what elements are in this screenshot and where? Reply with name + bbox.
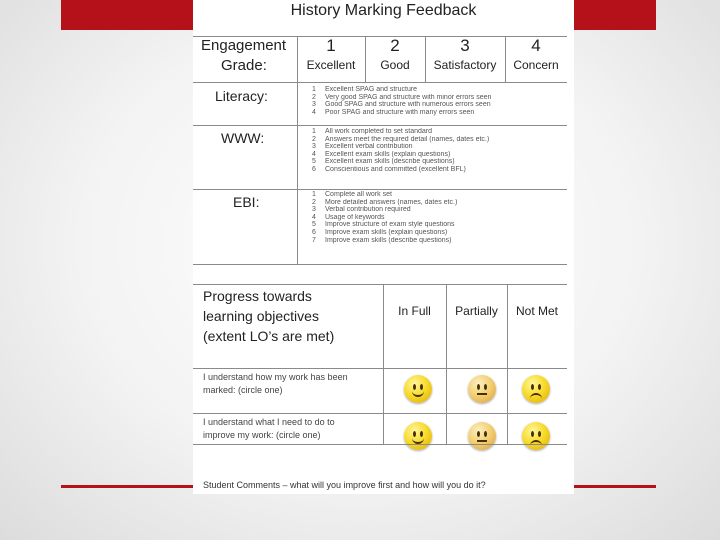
progress-heading: (extent LO’s are met) [203, 328, 335, 344]
list-item: 2 More detailed answers (names, dates etc.) [312, 198, 458, 206]
column-header-not-met: Not Met [515, 304, 558, 318]
student-comments-prompt: Student Comments – what will you improve first and how will you do it? [203, 480, 486, 490]
ebi-label: EBI: [233, 194, 260, 210]
column-divider [297, 82, 298, 264]
list-item: 4 Usage of keywords [312, 213, 385, 221]
grade-number: 2 [390, 36, 400, 55]
page-title: History Marking Feedback [290, 2, 477, 19]
list-item: 1 Complete all work set [312, 191, 392, 198]
column-header-partially: Partially [455, 304, 498, 318]
grade-name: Excellent [306, 58, 356, 72]
literacy-label: Literacy: [215, 88, 268, 104]
list-item: 5 Improve structure of exam style questions [312, 221, 455, 229]
happy-face-icon[interactable] [404, 375, 432, 403]
list-item: 6 Conscientious and committed (excellent BFL) [312, 165, 466, 173]
engagement-label: Engagement [201, 37, 287, 54]
ebi-list [312, 191, 567, 244]
statement-improve: I understand what I need to do to improve my work: (circle one) [203, 417, 335, 440]
list-item: 1 All work completed to set standard [312, 128, 432, 135]
neutral-face-icon[interactable] [468, 375, 496, 403]
grade-name: Satisfactory [433, 58, 497, 72]
row-divider [193, 264, 567, 265]
neutral-face-icon[interactable] [468, 422, 496, 450]
happy-face-icon[interactable] [404, 422, 432, 450]
list-item: 2 Answers meet the required detail (names, dates etc.) [312, 135, 490, 143]
literacy-list [312, 86, 567, 116]
list-item: 5 Excellent exam skills (describe questions) [312, 158, 455, 166]
www-list [312, 128, 567, 174]
list-item: 1 Excellent SPAG and structure [312, 86, 418, 93]
progress-heading: learning objectives [203, 308, 319, 324]
list-item: 3 Verbal contribution required [312, 206, 411, 214]
grade-name: Good [380, 58, 410, 72]
progress-heading: Progress towards [203, 288, 312, 304]
statement-marked: I understand how my work has been marked: (circle one) [203, 372, 348, 395]
list-item: 3 Good SPAG and structure with numerous errors seen [312, 101, 491, 109]
sad-face-icon[interactable] [522, 422, 550, 450]
list-item: 4 Poor SPAG and structure with many errors seen [312, 108, 475, 116]
grade-number: 4 [531, 36, 541, 55]
grade-number: 3 [460, 36, 470, 55]
grade-label: Grade: [221, 57, 267, 74]
table-bottom-border [193, 444, 567, 445]
list-item: 7 Improve exam skills (describe questions) [312, 236, 452, 244]
row-divider [193, 82, 567, 83]
progress-top-border [193, 284, 567, 285]
grade-name: Concern [513, 58, 559, 72]
www-label: WWW: [221, 130, 265, 146]
list-item: 6 Improve exam skills (explain questions) [312, 228, 448, 236]
sad-face-icon[interactable] [522, 375, 550, 403]
list-item: 3 Excellent verbal contribution [312, 143, 413, 151]
feedback-sheet [193, 0, 574, 494]
list-item: 4 Excellent exam skills (explain questions) [312, 150, 451, 158]
row-divider [193, 413, 567, 414]
grade-number: 1 [326, 36, 336, 55]
column-header-in-full: In Full [398, 304, 431, 318]
row-divider [193, 189, 567, 190]
row-divider [193, 368, 567, 369]
list-item: 2 Very good SPAG and structure with minor errors seen [312, 93, 492, 101]
row-divider [193, 125, 567, 126]
